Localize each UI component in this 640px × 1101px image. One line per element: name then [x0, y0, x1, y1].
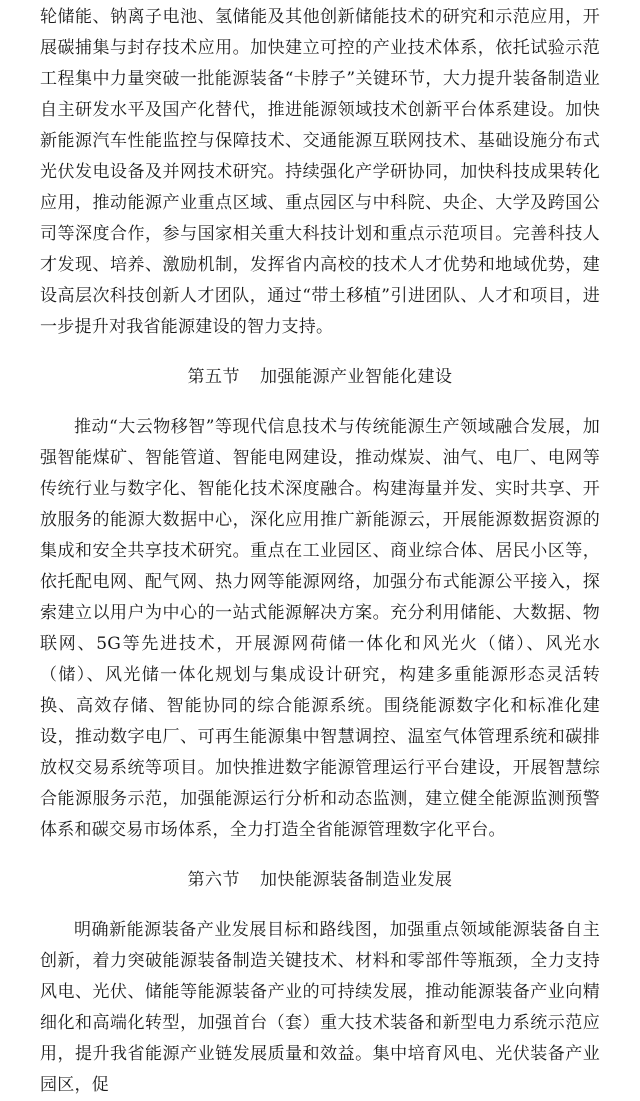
- section-5-number: 第五节: [187, 367, 240, 387]
- section-6-title: 加快能源装备制造业发展: [260, 870, 453, 890]
- section-5-heading: [40, 362, 600, 393]
- section-5-paragraph: 推动“大云物移智”等现代信息技术与传统能源生产领域融合发展，加强智能煤矿、智能管道、智能电网建设，推动煤炭、油气、电厂、电网等传统行业与数字化、智能化技术深度融合。构建海量并发、实时共享、开放服务的能源大数据中心，深化应用推广新能源云，开展能源数据资源的集成和安全共享技术研究。重点在工业园区、商业综合体、居民小区等，依托配电网、配气网、热力网等能源网络，加强分布式能源公平接入，探索建立以用户为中心的一站式能源解决方案。充分利用储能、大数据、物联网、5G等先进技术，开展源网荷储一体化和风光火（储）、风光水（储）、风光储一体化规划与集成设计研究，构建多重能源形态灵活转换、高效存储、智能协同的综合能源系统。围绕能源数字化和标准化建设，推动数字电厂、可再生能源集中智慧调控、温室气体管理系统和碳排放权交易系统等项目。加快推进数字能源管理运行平台建设，开展智慧综合能源服务示范，加强能源运行分析和动态监测，建立健全能源监测预警体系和碳交易市场体系，全力打造全省能源管理数字化平台。: [40, 417, 600, 840]
- section-6-number: 第六节: [187, 870, 240, 890]
- document-page: [40, 0, 600, 1101]
- section-6-heading: [40, 865, 600, 896]
- paragraph-continued: 轮储能、钠离子电池、氢储能及其他创新储能技术的研究和示范应用，开展碳捕集与封存技术应用。加快建立可控的产业技术体系，依托试验示范工程集中力量突破一批能源装备“卡脖子”关键环节，大力提升装备制造业自主研发水平及国产化替代，推进能源领域技术创新平台体系建设。加快新能源汽车性能监控与保障技术、交通能源互联网技术、基础设施分布式光伏发电设备及并网技术研究。持续强化产学研协同，加快科技成果转化应用，推动能源产业重点区域、重点园区与中科院、央企、大学及跨国公司等深度合作，参与国家相关重大科技计划和重点示范项目。完善科技人才发现、培养、激励机制，发挥省内高校的技术人才优势和地域优势，建设高层次科技创新人才团队，通过“带土移植”引进团队、人才和项目，进一步提升对我省能源建设的智力支持。: [40, 7, 600, 337]
- section-6-paragraph: 明确新能源装备产业发展目标和路线图，加强重点领域能源装备自主创新，着力突破能源装备制造关键技术、材料和零部件等瓶颈，全力支持风电、光伏、储能等能源装备产业的可持续发展，推动能源装备产业向精细化和高端化转型，加强首台（套）重大技术装备和新型电力系统示范应用，提升我省能源产业链发展质量和效益。集中培育风电、光伏装备产业园区，促: [40, 920, 600, 1095]
- section-5-title: 加强能源产业智能化建设: [260, 367, 453, 387]
